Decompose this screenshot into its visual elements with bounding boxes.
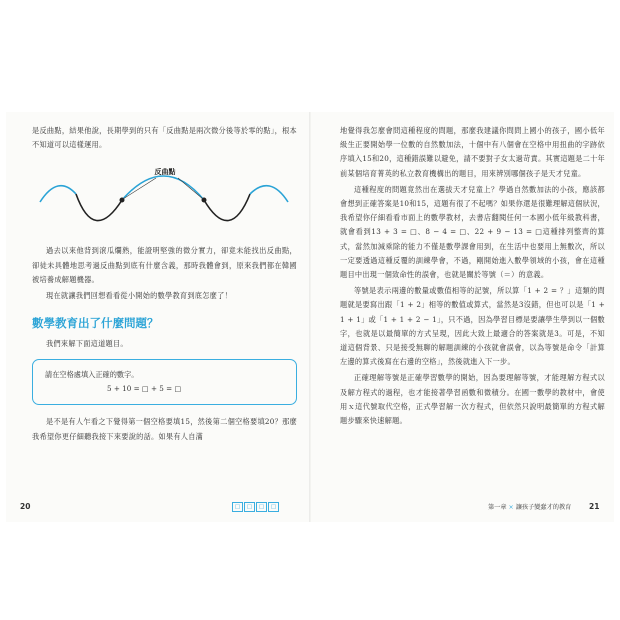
left-page-number: 20 [20, 502, 31, 511]
footer-square: □ [232, 502, 243, 512]
left-paragraph-1: 是反曲點，結果他說，長期學到的只有「反曲點是兩次微分後等於零的點」，根本不知道可以這樣運用。 [32, 126, 297, 150]
chapter-separator: × [508, 504, 514, 511]
right-paragraph-2: 這種程度的問題竟然出在選拔天才兒童上？學過自然數加法的小孩，應該都會想到正確答案是10和15，這題有很了不起嗎？如果你還是很難理解這個狀況，我希望你仔細看看市面上的數學教材，去書店翻閱任何一本國小低年級教科書，就會看到13 + 3 = □、8 − 4 = □、22 + 9 − 13 = □這種排列整齊的算式，當然加減乘除的能力不僅是數學課會用到，在生活中也要用上無數次，所以一定要透過這種反覆的訓練學會，不過，剛開始進入數學領域的小孩，會在這種題目中出現一個致命性的誤會，也就是關於等號（＝）的意義。 [340, 184, 605, 280]
label-leader-right [178, 178, 203, 199]
curve-center-arc [122, 176, 204, 200]
inflection-diagram [32, 156, 297, 236]
right-paragraph-4: 正確理解等號是正確學習數學的開始，因為要理解等號，才能理解方程式以及解方程式的過程，也才能接著學習函數和微積分。在國一數學的教材中，會使用ｘ這代號取代空格，正式學習解一次方程式，但依然只說明最簡單的方程式解題步驟來快速解題。 [340, 373, 605, 426]
problem-instruction: 請在空格處填入正確的數字。 [45, 370, 139, 380]
footer-square: □ [256, 502, 267, 512]
right-page-number: 21 [589, 502, 600, 511]
chapter-title: 讓孩子變蠢才的教育 [515, 504, 572, 511]
curve-left-cup [76, 194, 122, 221]
curve-right-cup [204, 194, 250, 221]
footer-square: □ [268, 502, 279, 512]
section-heading: 數學教育出了什麼問題？ [32, 316, 159, 331]
left-paragraph-4: 我們來解下面這道題目。 [46, 339, 128, 349]
chapter-running-head [488, 502, 571, 511]
curve-left-arc [40, 186, 76, 202]
left-paragraph-3: 現在就讓我們回想看看從小開始的數學教育到底怎麼了！ [46, 291, 232, 301]
problem-box [32, 359, 297, 405]
left-page [32, 124, 297, 446]
right-paragraph-1: 地覺得我怎麼會問這種程度的問題，那麼我建議你問問上國小的孩子，國小低年級生正要開始學一位數的自然數加法，十個中有八個會在空格中用扭曲的字跡依序填入15和20，這種錯誤難以避免，請不要對子女太過苛責。其實這題是二十年前某個培育菁英的私立教育機構出的題目，用來辨別哪個孩子是天才兒童。 [340, 126, 605, 178]
left-paragraph-5: 是不是有人乍看之下覺得第一個空格要填15，然後第二個空格要填20？那麼我希望你更仔細聽我接下來要說的話。如果有人自滿 [32, 417, 297, 441]
right-page [340, 124, 605, 430]
label-leader-left [123, 178, 156, 199]
footer-square: □ [244, 502, 255, 512]
right-paragraph-3: 等號是表示兩邊的數量或數值相等的記號，所以算「1 + 2 = ？」這類的問題就是要寫出跟「1 + 2」相等的數值或算式，當然是3沒錯，但也可以是「1 + 1 + 1」或「1 + 1 + 2 − 1」，只不過，因為學習目標是要讓學生學到以一個數字，也就是以最簡單的方式呈現，因此大致上最適合的答案就是3。可是，不知道這個背景、只是接受無聊的解題訓練的小孩就會誤會，以為等號是命令「計算左邊的算式後寫在右邊的空格」，然後就進入下一步。 [340, 286, 605, 367]
book-gutter [309, 112, 311, 522]
problem-equation: 5 + 10 = □ + 5 = □ [107, 384, 182, 394]
chapter-prefix: 第一章 [488, 504, 507, 511]
inflection-label: 反曲點 [154, 168, 176, 177]
footer-squares [232, 502, 279, 512]
left-paragraph-2: 過去以來他背到滾瓜爛熟，能證明堅強的微分實力，卻竟未能找出反曲點，卻徒未具體地思考過反曲點到底有什麼含義，那時我體會到，原來我們都在韓國被培養成解題機器。 [32, 246, 297, 284]
curve-right-arc [250, 186, 288, 202]
